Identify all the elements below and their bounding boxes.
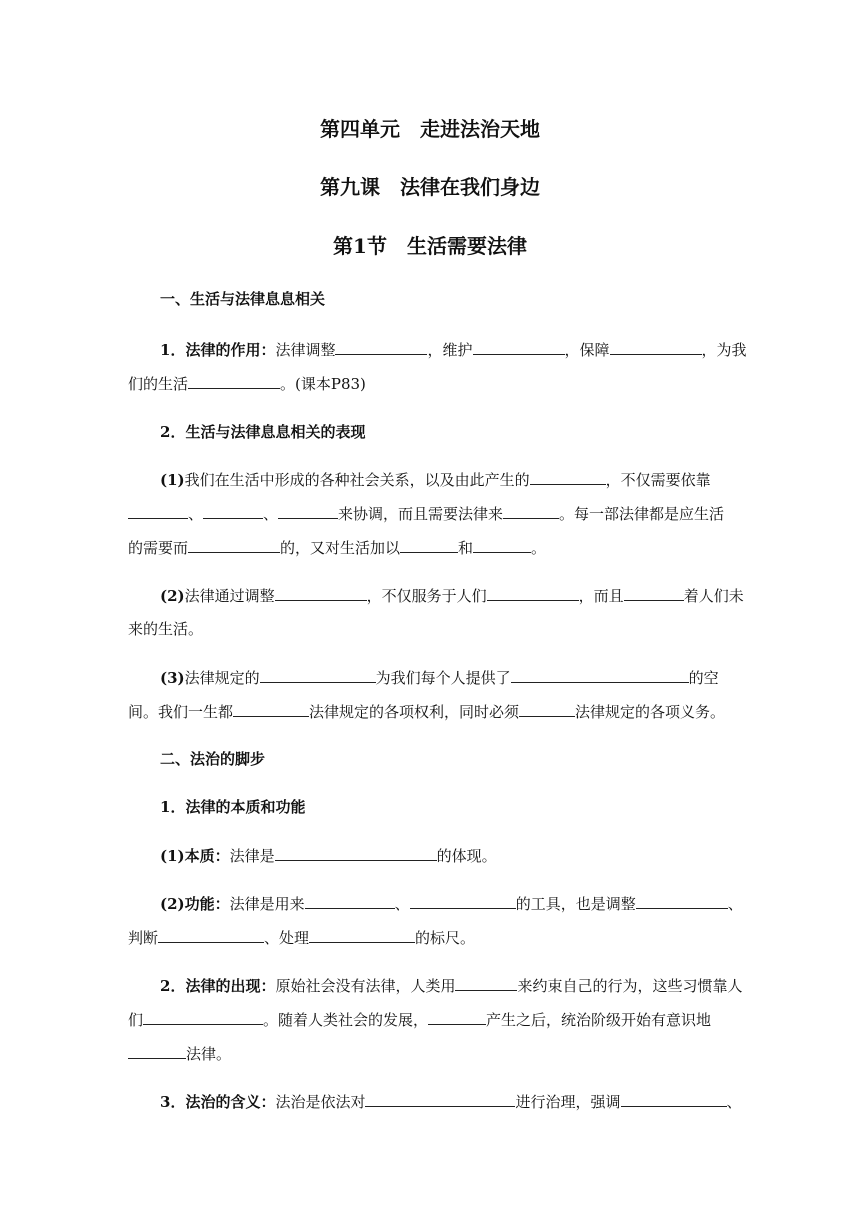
unit-title: 第四单元 走进法治天地 (320, 117, 540, 141)
question-number: 1 (160, 341, 171, 359)
text: 法律是 (229, 847, 275, 865)
text: 的工具，也是调整 (515, 895, 636, 913)
text: ，维护 (427, 341, 473, 359)
blank[interactable] (128, 1043, 186, 1059)
text: ，为我 (701, 341, 747, 359)
text: 和 (458, 539, 474, 557)
blank[interactable] (275, 845, 437, 861)
text: 来的生活。 (128, 620, 204, 638)
text: 法律调整 (275, 341, 336, 359)
text: 法律规定的 (184, 669, 260, 687)
blank[interactable] (503, 503, 559, 519)
item-label: 本质： (184, 847, 230, 865)
part1-q1-line1: 1．法律的作用：法律调整 ，维护 ，保障 ，为我 (160, 341, 747, 359)
text: 法律规定的各项义务。 (575, 703, 726, 721)
blank[interactable] (305, 893, 395, 909)
text: 的需要而 (128, 539, 189, 557)
text: 、 (394, 895, 410, 913)
text: 、 (726, 1093, 742, 1111)
blank[interactable] (309, 927, 415, 943)
blank[interactable] (233, 701, 309, 717)
question-number: 1 (160, 798, 171, 816)
blank[interactable] (519, 701, 575, 717)
part1-p2-line2 (128, 619, 203, 639)
blank[interactable] (455, 975, 517, 991)
text: 我们在生活中形成的各种社会关系，以及由此产生的 (184, 471, 530, 489)
part1-p2-line1 (160, 585, 744, 606)
blank[interactable] (621, 1091, 727, 1107)
text: 。 (531, 539, 547, 557)
part1-p1-line3 (128, 537, 546, 558)
question-label: 法律的作用： (185, 341, 276, 359)
blank[interactable] (428, 1009, 486, 1025)
blank[interactable] (203, 503, 263, 519)
part1-p1-line1 (160, 469, 711, 490)
blank[interactable] (188, 373, 280, 389)
text: 法律规定的各项权利，同时必须 (309, 703, 520, 721)
text: 来协调，而且需要法律来 (338, 505, 504, 523)
blank[interactable] (530, 469, 606, 485)
part2-heading: 二、法治的脚步 (160, 750, 266, 768)
text: 为我们每个人提供了 (375, 669, 511, 687)
text: 、 (188, 505, 204, 523)
blank[interactable] (188, 537, 280, 553)
part1-heading: 一、生活与法律息息相关 (160, 290, 326, 308)
blank[interactable] (278, 503, 338, 519)
text: 。(课本P83) (280, 375, 366, 393)
part1-q1-line2 (128, 373, 366, 394)
text: 的标尺。 (415, 929, 476, 947)
text: 的空 (688, 669, 719, 687)
text: 。随着人类社会的发展， (263, 1011, 429, 1029)
part1-p1-line2 (128, 503, 724, 524)
item-number: (3) (160, 669, 185, 687)
part2-q2-line1: 2．法律的出现：原始社会没有法律，人类用 来约束自己的行为，这些习惯靠人 (160, 977, 743, 995)
blank[interactable] (610, 339, 702, 355)
part2-p1 (160, 845, 497, 866)
text: 、 (727, 895, 743, 913)
text: 的，又对生活加以 (280, 539, 401, 557)
text: ，不仅服务于人们 (366, 587, 487, 605)
question-label: 生活与法律息息相关的表现 (185, 423, 366, 441)
part2-p2-line1 (160, 893, 743, 914)
text: ，不仅需要依靠 (605, 471, 711, 489)
section-title: 第1节 生活需要法律 (333, 234, 527, 258)
text: 们 (128, 1011, 144, 1029)
blank[interactable] (410, 893, 516, 909)
item-number: (1) (160, 847, 185, 865)
question-number: 2 (160, 423, 171, 441)
text: 们的生活 (128, 375, 189, 393)
text: ，保障 (564, 341, 610, 359)
text: 法治是依法对 (275, 1093, 366, 1111)
question-number: 3 (160, 1093, 171, 1111)
text: 法律是用来 (229, 895, 305, 913)
text: 间。我们一生都 (128, 703, 234, 721)
part1-q2: 2．生活与法律息息相关的表现 (160, 423, 366, 441)
question-label: 法律的出现： (185, 977, 276, 995)
blank[interactable] (624, 585, 684, 601)
blank[interactable] (636, 893, 728, 909)
blank[interactable] (128, 503, 188, 519)
blank[interactable] (260, 667, 376, 683)
item-number: (2) (160, 587, 185, 605)
text: 进行治理，强调 (515, 1093, 621, 1111)
blank[interactable] (335, 339, 427, 355)
part2-q1: 1．法律的本质和功能 (160, 798, 306, 816)
blank[interactable] (473, 339, 565, 355)
blank[interactable] (473, 537, 531, 553)
text: 、处理 (264, 929, 310, 947)
part2-q2-line2 (128, 1009, 711, 1030)
text: 法律。 (186, 1045, 232, 1063)
part1-p3-line1 (160, 667, 719, 688)
question-label: 法律的本质和功能 (185, 798, 306, 816)
blank[interactable] (143, 1009, 263, 1025)
text: 的体现。 (436, 847, 497, 865)
blank[interactable] (487, 585, 579, 601)
blank[interactable] (275, 585, 367, 601)
question-label: 法治的含义： (185, 1093, 276, 1111)
text: 着人们未 (683, 587, 744, 605)
part2-q2-line3 (128, 1043, 231, 1064)
text: 、 (263, 505, 279, 523)
text: 判断 (128, 929, 159, 947)
blank[interactable] (511, 667, 689, 683)
lesson-title: 第九课 法律在我们身边 (320, 175, 540, 199)
blank[interactable] (158, 927, 264, 943)
part2-q3-line1: 3．法治的含义：法治是依法对 进行治理，强调 、 (160, 1093, 742, 1111)
text: 来约束自己的行为，这些习惯靠人 (517, 977, 743, 995)
text: 产生之后，统治阶级开始有意识地 (486, 1011, 712, 1029)
question-number: 2 (160, 977, 171, 995)
part2-p2-line2 (128, 927, 475, 948)
text: 。每一部法律都是应生活 (559, 505, 725, 523)
item-number: (2) (160, 895, 185, 913)
item-label: 功能： (184, 895, 230, 913)
blank[interactable] (365, 1091, 515, 1107)
blank[interactable] (400, 537, 458, 553)
item-number: (1) (160, 471, 185, 489)
text: 法律通过调整 (184, 587, 275, 605)
text: 原始社会没有法律，人类用 (275, 977, 456, 995)
text: ，而且 (578, 587, 624, 605)
part1-p3-line2 (128, 701, 725, 722)
